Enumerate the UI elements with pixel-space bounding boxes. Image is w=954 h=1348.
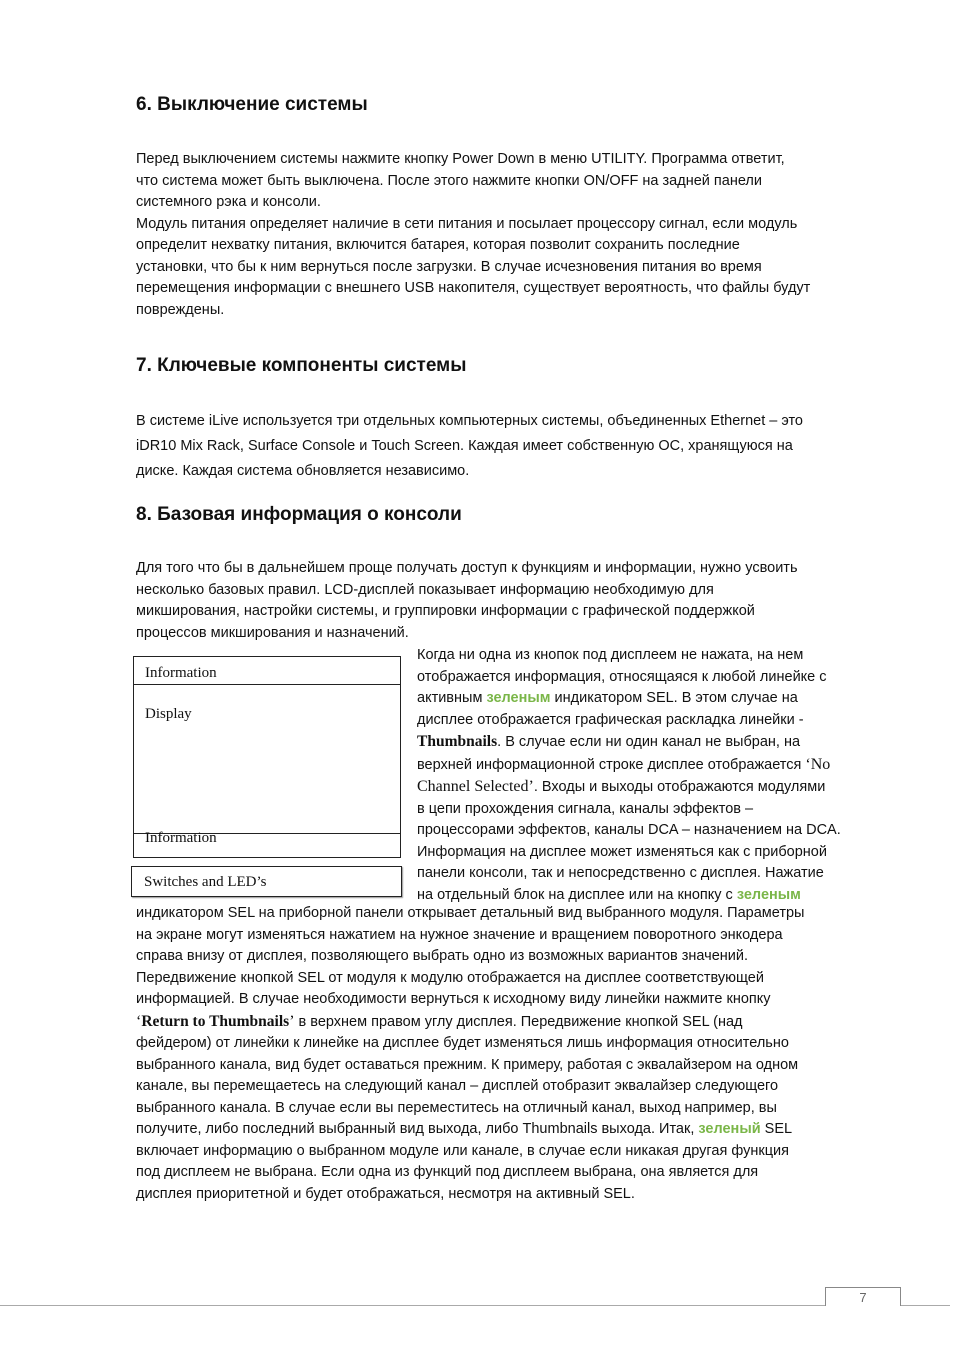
text-line: Channel Selected’. Входы и выходы отображаются модулями (417, 778, 826, 795)
text-line: включает информацию о выбранном модуле или канале, в случае если никакая другая функция (136, 1142, 789, 1159)
section-8-heading: 8. Базовая информация о консоли (136, 504, 462, 525)
text-line: верхней информационной строке дисплее отображается ‘No (417, 755, 831, 773)
thumbnails-term: Thumbnails (417, 733, 498, 750)
text-line: Передвижение кнопкой SEL от модуля к модулю отображается на дисплее соответствующей (136, 969, 764, 986)
section-6-body (136, 149, 810, 321)
text-line: процессов микширования и назначений. (136, 624, 409, 641)
text-line: канале, вы перемещаетесь на следующий канал – дисплей отобразит эквалайзер следующего (136, 1078, 779, 1094)
text-line: Модуль питания определяет наличие в сети питания и посылает процессору сигнал, если модуль (136, 215, 798, 232)
text-line: iDR10 Mix Rack, Surface Console и Touch Screen. Каждая имеет собственную ОС, хранящуюся на (136, 438, 793, 454)
text-line: на экране могут изменяться нажатием на нужное значение и вращением поворотного энкодера (136, 926, 783, 943)
diagram-bottom-label: Information (145, 830, 217, 846)
text-line: индикатором SEL на приборной панели открывает детальный вид выбранного модуля. Параметры (136, 905, 805, 921)
text-line: дисплее отображается графическая раскладка линейки - (417, 711, 804, 728)
text-line: панели консоли, так и непосредственно с дисплея. Нажатие (417, 865, 824, 881)
text-line: на отдельный блок на дисплее или на кнопку с зеленым (417, 886, 801, 903)
text-line: фейдером) от линейки к линейке на дисплее будет изменяться лишь информация относительно (136, 1035, 789, 1051)
section-7-body (136, 409, 803, 484)
diagram-top-label: Information (145, 665, 217, 681)
text-line: под дисплеем не выбрана. Если одна из функций под дисплеем выбрана, она является для (136, 1164, 759, 1180)
text-line: установки, что бы к ним вернуться после загрузки. В случае исчезновения питания во время (136, 258, 762, 275)
text-line: выбранного канала. В случае если вы переместитесь на отличный канал, выход например, вы (136, 1099, 777, 1116)
text-line: выбранного канала, вид будет оставаться прежним. К примеру, работая с эквалайзером на одном (136, 1056, 799, 1073)
text-line: отображается информация, относящаяся к любой линейке с (417, 668, 827, 685)
text-line: информацией. В случае необходимости вернуться к исходному виду линейки нажмите кнопку (136, 991, 771, 1007)
diagram-divider (134, 684, 400, 685)
text-line: перемещения информации с внешнего USB накопителя, существует вероятность, что файлы будут (136, 280, 811, 296)
text-line: получите, либо последний выбранный вид выхода, либо Thumbnails выхода. Итак, зеленый SEL (136, 1121, 793, 1137)
text-line: процессорами эффектов, каналы DCA – назначением на DCA. (417, 822, 841, 838)
return-to-thumbnails-term: Return to Thumbnails (141, 1012, 290, 1030)
text-line: системного рэка и консоли. (136, 194, 321, 210)
section-8-intro (136, 558, 798, 644)
section-7-heading: 7. Ключевые компоненты системы (136, 355, 467, 376)
text-line: что система может быть выключена. После этого нажмите кнопки ON/OFF на задней панели (136, 172, 762, 189)
green-highlight: зеленым (486, 690, 551, 706)
text-line: определит нехватку питания, включится батарея, которая позволит сохранить последние (136, 237, 740, 253)
text-line: повреждены. (136, 301, 225, 318)
text-line: активным зеленым индикатором SEL. В этом случае на (417, 690, 798, 706)
text-line: микширования, настройки системы, и группировки информации с графической поддержкой (136, 603, 755, 619)
text-line: ‘Return to Thumbnails’ в верхнем правом углу дисплея. Передвижение кнопкой SEL (над (136, 1012, 743, 1030)
text-line: несколько базовых правил. LCD-дисплей показывает информацию необходимую для (136, 581, 714, 598)
text-line: диске. Каждая система обновляется независимо. (136, 463, 470, 479)
section-8-continued (136, 903, 804, 1205)
green-highlight: зеленым (736, 886, 801, 903)
text-line: Перед выключением системы нажмите кнопку Power Down в меню UTILITY. Программа ответит, (136, 151, 785, 167)
section-8-wrap-text (417, 645, 841, 906)
section-6-heading: 6. Выключение системы (136, 94, 368, 115)
switches-leds-box (131, 866, 402, 897)
text-line: Когда ни одна из кнопок под дисплеем не нажата, на нем (417, 647, 804, 663)
text-line: Для того что бы в дальнейшем проще получать доступ к функциям и информации, нужно усвоить (136, 560, 798, 576)
no-channel-term: Channel Selected’ (417, 778, 534, 795)
text-line: В системе iLive используется три отдельных компьютерных системы, объединенных Ethernet – это (136, 413, 803, 429)
switches-leds-label: Switches and LED’s (144, 874, 267, 890)
text-line: дисплея приоритетной и будет отображаться, несмотря на активный SEL. (136, 1185, 635, 1202)
green-highlight: зеленый (698, 1121, 761, 1137)
diagram-display-label: Display (145, 706, 192, 722)
page-number: 7 (825, 1287, 901, 1306)
text-line: Информация на дисплее может изменяться как с приборной (417, 843, 827, 860)
footer-rule (0, 1305, 950, 1306)
text-line: справа внизу от дисплея, позволяющего выбрать одно из возможных вариантов значений. (136, 948, 749, 964)
text-line: в цепи прохождения сигнала, каналы эффектов – (417, 800, 754, 817)
console-display-diagram (133, 656, 401, 858)
text-line: Thumbnails. В случае если ни один канал не выбран, на (417, 733, 801, 750)
